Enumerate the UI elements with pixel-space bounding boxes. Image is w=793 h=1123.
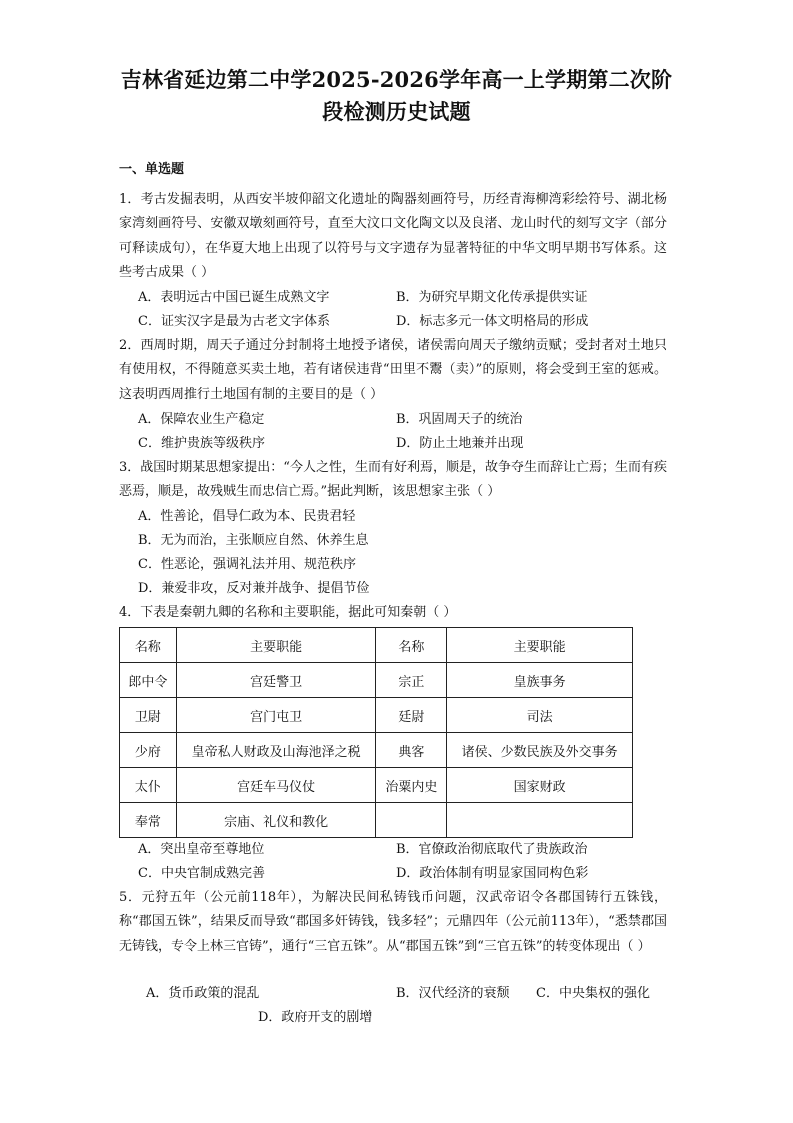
table-row [120, 733, 633, 768]
table-cell: 宫廷车马仪仗 [176, 768, 376, 803]
table-cell [447, 803, 633, 838]
table-cell [376, 803, 447, 838]
option-b: B．官僚政治彻底取代了贵族政治 [396, 842, 588, 857]
question-4-stem: 4．下表是秦朝九卿的名称和主要职能，据此可知秦朝（ ） [119, 605, 457, 620]
table-cell: 卫尉 [120, 698, 177, 733]
table-cell: 皇族事务 [447, 663, 633, 698]
header-cell: 主要职能 [176, 628, 376, 663]
table-cell: 廷尉 [376, 698, 447, 733]
table-row [120, 768, 633, 803]
table-cell: 治粟内史 [376, 768, 447, 803]
option-a: A．表明远古中国已诞生成熟文字 [138, 290, 330, 305]
question-2-stem: 2．西周时期，周天子通过分封制将土地授予诸侯，诸侯需向周天子缴纳贡赋；受封者对土地只有使用权，不得随意买卖土地，若有诸侯违背“田里不鬻（卖）”的原则，将会受到王室的惩戒。这表明西周推行土地国有制的主要目的是（ ） [119, 338, 667, 402]
table-cell: 奉常 [120, 803, 177, 838]
option-c: C．中央官制成熟完善 [138, 866, 265, 881]
option-a: A．突出皇帝至尊地位 [138, 842, 265, 857]
option-d: D．标志多元一体文明格局的形成 [396, 314, 589, 329]
table-cell: 典客 [376, 733, 447, 768]
option-c: C．证实汉字是最为古老文字体系 [138, 314, 330, 329]
option-b: B．汉代经济的衰颓 [396, 986, 510, 1001]
option-d: D．政治体制有明显家国同构色彩 [396, 866, 589, 881]
title-line-1: 吉林省延边第二中学2025-2026学年高一上学期第二次阶 [120, 67, 673, 92]
option-d: D．防止土地兼并出现 [396, 436, 524, 451]
option-d: D．政府开支的剧增 [258, 1010, 373, 1025]
header-cell: 主要职能 [447, 628, 633, 663]
option-a: A．性善论，倡导仁政为本、民贵君轻 [138, 509, 356, 524]
table-cell: 诸侯、少数民族及外交事务 [447, 733, 633, 768]
nine-ministers-table [119, 627, 633, 838]
option-c: C．中央集权的强化 [536, 986, 650, 1001]
option-b: B．为研究早期文化传承提供实证 [396, 290, 588, 305]
table-cell: 宫门屯卫 [176, 698, 376, 733]
table-cell: 皇帝私人财政及山海池泽之税 [176, 733, 376, 768]
option-d: D．兼爱非攻，反对兼并战争、提倡节俭 [138, 581, 370, 596]
table-cell: 少府 [120, 733, 177, 768]
table-cell: 宗正 [376, 663, 447, 698]
table-cell: 太仆 [120, 768, 177, 803]
option-b: B．无为而治，主张顺应自然、休养生息 [138, 533, 369, 548]
table-cell: 宗庙、礼仪和教化 [176, 803, 376, 838]
question-3-stem: 3．战国时期某思想家提出：“今人之性，生而有好利焉，顺是，故争夺生而辞让亡焉；生而有疾恶焉，顺是，故残贼生而忠信亡焉。”据此判断，该思想家主张（ ） [119, 460, 667, 500]
table-cell: 司法 [447, 698, 633, 733]
option-b: B．巩固周天子的统治 [396, 412, 523, 427]
header-cell: 名称 [376, 628, 447, 663]
table-cell: 宫廷警卫 [176, 663, 376, 698]
option-c: C．维护贵族等级秩序 [138, 436, 265, 451]
table-row [120, 803, 633, 838]
table-row [120, 663, 633, 698]
table-row [120, 698, 633, 733]
header-cell: 名称 [120, 628, 177, 663]
document-title [60, 64, 733, 128]
option-a: A．保障农业生产稳定 [138, 412, 265, 427]
table-cell: 国家财政 [447, 768, 633, 803]
section-heading: 一、单选题 [119, 162, 185, 177]
option-a: A．货币政策的混乱 [146, 986, 260, 1001]
question-5-stem: 5．元狩五年（公元前118年），为解决民间私铸钱币问题，汉武帝诏令各郡国铸行五铢钱，称“郡国五铢”，结果反而导致“郡国多奸铸钱，钱多轻”；元鼎四年（公元前113年），“悉禁郡国无铸钱，专令上林三官铸”，通行“三官五铢”。从“郡国五铢”到“三官五铢”的转变体现出（ ） [119, 890, 667, 954]
title-line-2: 段检测历史试题 [322, 99, 471, 124]
table-cell: 郎中令 [120, 663, 177, 698]
option-c: C．性恶论，强调礼法并用、规范秩序 [138, 557, 356, 572]
question-1-stem: 1．考古发掘表明，从西安半坡仰韶文化遗址的陶器刻画符号，历经青海柳湾彩绘符号、湖北杨家湾刻画符号、安徽双墩刻画符号，直至大汶口文化陶文以及良渚、龙山时代的刻写文字（部分可释读成句），在华夏大地上出现了以符号与文字遗存为显著特征的中华文明早期书写体系。这些考古成果（ ） [119, 192, 667, 281]
table-header-row [120, 628, 633, 663]
